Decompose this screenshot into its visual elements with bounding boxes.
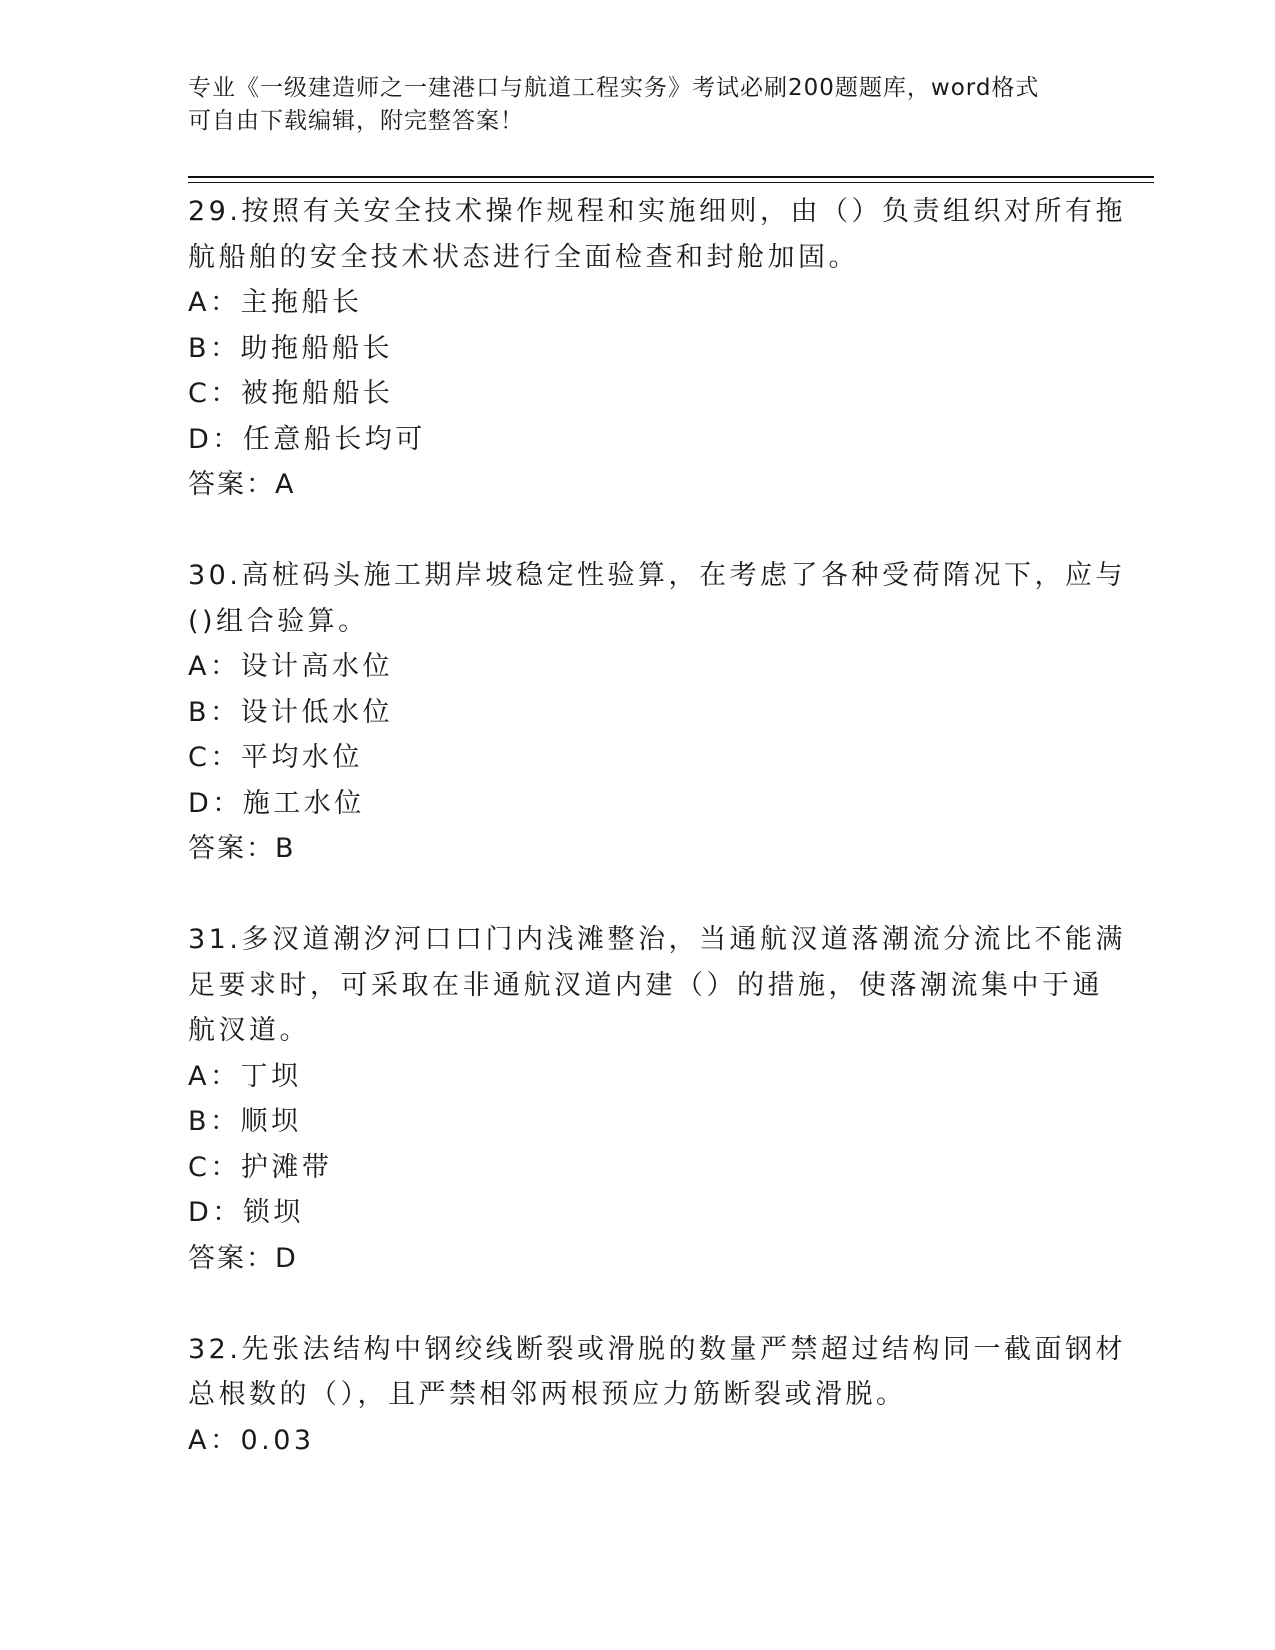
question-stem-line: 足要求时，可采取在非通航汊道内建（）的措施，使落潮流集中于通 [188, 969, 1103, 1001]
question-stem [188, 189, 1126, 280]
answer-line: 答案：D [188, 1242, 298, 1274]
question-stem-line: 30.高桩码头施工期岸坡稳定性验算，在考虑了各种受荷隋况下，应与 [188, 560, 1126, 591]
question-stem-line: 航汊道。 [188, 1015, 310, 1046]
question-stem [188, 553, 1126, 644]
option-a: A：0.03 [188, 1424, 315, 1456]
question-stem-line: 32.先张法结构中钢绞线断裂或滑脱的数量严禁超过结构同一截面钢材 [188, 1333, 1126, 1365]
question-list [188, 189, 1126, 1463]
option-d: D：施工水位 [188, 787, 365, 819]
header-divider-thin [188, 182, 1154, 183]
option-d: D：任意船长均可 [188, 423, 426, 455]
option-a: A：主拖船长 [188, 287, 363, 318]
document-header [188, 72, 1068, 138]
question-stem-line: 31.多汊道潮汐河口口门内浅滩整治，当通航汊道落潮流分流比不能满 [188, 924, 1126, 955]
question-stem [188, 1327, 1126, 1418]
option-b: B：设计低水位 [188, 696, 394, 728]
header-line-1: 专业《一级建造师之一建港口与航道工程实务》考试必刷200题题库，word格式 [188, 75, 1040, 101]
option-c: C：平均水位 [188, 742, 363, 773]
option-a: A：设计高水位 [188, 651, 393, 682]
option-c: C：护滩带 [188, 1151, 333, 1183]
question-30 [188, 553, 1126, 872]
question-spacer [188, 508, 1088, 554]
option-c: C：被拖船船长 [188, 378, 394, 409]
header-line-2: 可自由下载编辑，附完整答案！ [188, 108, 524, 134]
option-a: A：丁坝 [188, 1060, 302, 1092]
question-stem-line: ()组合验算。 [188, 605, 369, 637]
option-b: B：助拖船船长 [188, 332, 394, 364]
question-stem-line: 总根数的（），且严禁相邻两根预应力筋断裂或滑脱。 [188, 1379, 907, 1410]
option-b: B：顺坝 [188, 1106, 302, 1137]
question-32 [188, 1327, 1126, 1464]
question-spacer [188, 872, 1088, 918]
question-31 [188, 917, 1126, 1281]
question-spacer [188, 1281, 1088, 1327]
question-stem-line: 29.按照有关安全技术操作规程和实施细则，由（）负责组织对所有拖 [188, 196, 1126, 227]
answer-line: 答案：B [188, 833, 296, 864]
question-29 [188, 189, 1126, 508]
question-stem-line: 航船舶的安全技术状态进行全面检查和封舱加固。 [188, 241, 859, 273]
option-d: D：锁坝 [188, 1197, 304, 1228]
question-stem [188, 917, 1126, 1054]
answer-line: 答案：A [188, 469, 296, 500]
header-divider-thick [188, 176, 1154, 178]
